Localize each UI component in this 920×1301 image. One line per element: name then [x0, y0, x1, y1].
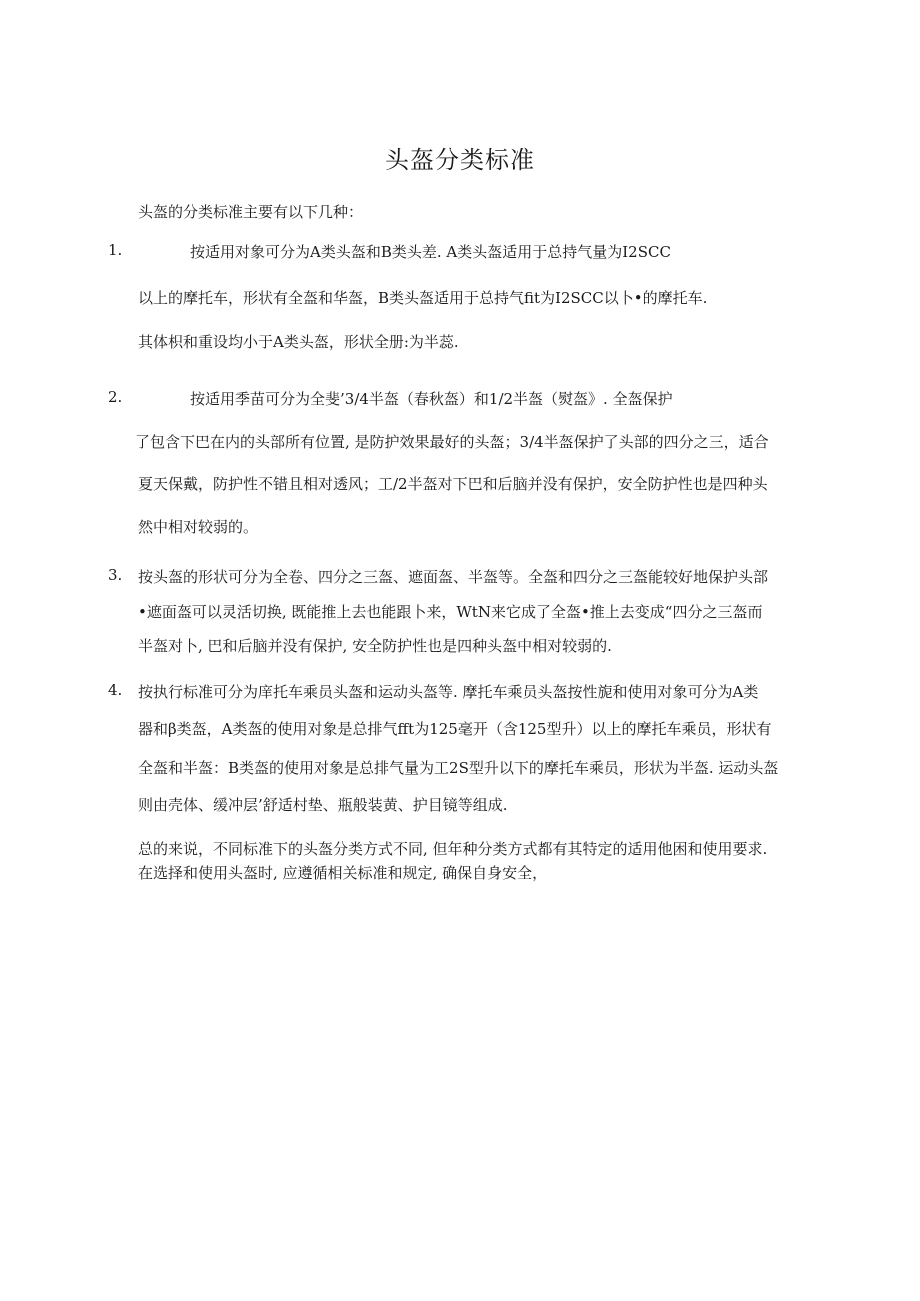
- item-line: 然中相对较弱的。: [138, 518, 259, 536]
- item-line: 按执行标准可分为庠托车乘员头盔和运动头盔等. 摩托车乘员头盔按性旎和使用对象可分为A类: [138, 683, 759, 701]
- intro-text: 头盔的分类标准主要有以下几种：: [138, 203, 364, 221]
- item-line: 器和β类盔，A类盔的使用对象是总排气fft为125毫开（含125型升）以上的摩托车乘员，形状有: [138, 720, 772, 738]
- conclusion-line: 总的来说，不同标准下的头盔分类方式不同, 但年种分类方式都有其特定的适用他困和使用要求.: [138, 840, 768, 858]
- item-number: 3.: [108, 566, 123, 584]
- item-number: 4.: [108, 681, 123, 699]
- item-line: 按适用季苗可分为全斐’3/4半盔（春秋盔）和1/2半盔（熨盔》. 全盔保护: [190, 390, 673, 408]
- document-title: 头盔分类标准: [385, 146, 535, 174]
- item-line: 按适用对象可分为A类头盔和B类头差. A类头盔适用于总持气量为I2SCC: [190, 243, 671, 261]
- item-line: •遮面盔可以灵活切换, 既能推上去也能跟卜来，WtN来它成了全盔•推上去变成“四分之三盔而: [138, 603, 763, 621]
- item-line: 全盔和半盔：B类盔的使用对象是总排气量为工2S型升以下的摩托车乘员，形状为半盔. 运动头盔: [138, 759, 779, 777]
- item-line: 半盔对卜, 巴和后脑并没有保护, 安全防护性也是四种头盔中相对较弱的.: [138, 637, 612, 655]
- item-line: 按头盔的形状可分为全卷、四分之三盔、遮面盔、半盔等。全盔和四分之三盔能较好地保护头部: [138, 568, 769, 586]
- item-number: 2.: [108, 388, 123, 406]
- conclusion-line: 在选择和使用头盔时, 应遵循相关标准和规定, 确保自身安全，: [138, 864, 548, 882]
- item-line: 了包含下巴在内的头部所有位置, 是防护效果最好的头盔；3/4半盔保护了头部的四分之三，适合: [135, 433, 769, 451]
- item-line: 夏天保戴，防护性不错且相对透风；工/2半盔对下巴和后脑并没有保护，安全防护性也是四种头: [138, 475, 768, 493]
- item-line: 以上的摩托车，形状有全盔和华盔，B类头盔适用于总持气fit为I2SCC以卜•的摩托车.: [138, 289, 708, 307]
- item-number: 1.: [108, 241, 123, 259]
- item-line: 则由壳体、缓冲层’舒适村垫、瓶般装黄、护目镜等组成.: [138, 796, 508, 814]
- item-line: 其体枳和重设均小于A类头盔，形状全册:为半蕊.: [138, 333, 459, 351]
